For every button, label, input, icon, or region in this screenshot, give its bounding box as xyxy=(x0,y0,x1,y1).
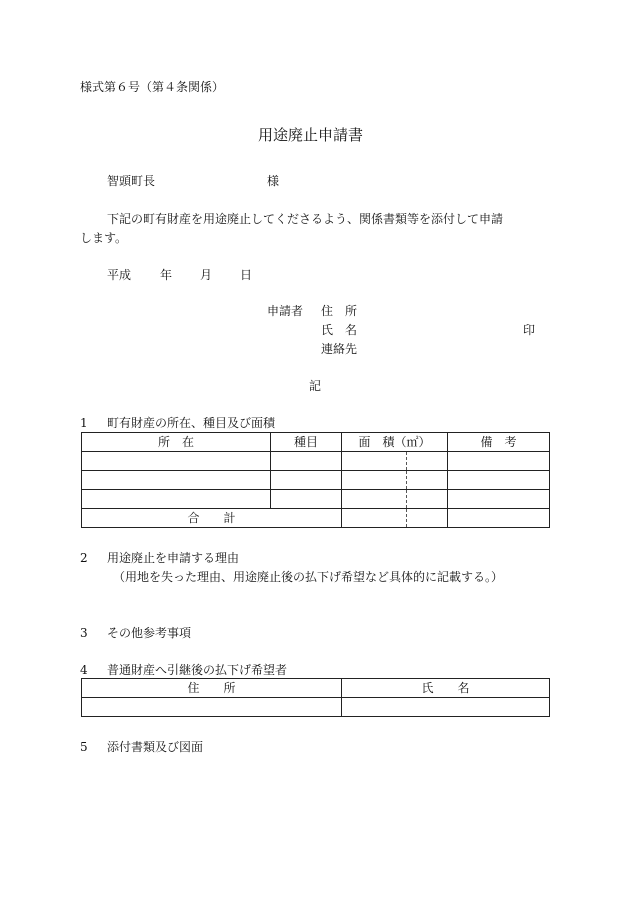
remarks-cell[interactable] xyxy=(448,452,550,471)
section5-number: 5 xyxy=(80,740,88,754)
section3-heading: その他参考事項 xyxy=(107,626,192,640)
section5-heading: 添付書類及び図面 xyxy=(107,740,204,754)
intro-line-2: します。 xyxy=(80,231,128,245)
property-table-header xyxy=(82,433,550,452)
area-decimal-cell[interactable] xyxy=(407,471,448,490)
purchaser-table-header xyxy=(82,679,550,698)
remarks-cell[interactable] xyxy=(448,490,550,509)
date-year-label: 年 xyxy=(160,268,173,282)
table-row xyxy=(82,452,550,471)
area-decimal-cell[interactable] xyxy=(407,452,448,471)
total-area-integer-cell[interactable] xyxy=(342,509,407,528)
table-total-row xyxy=(82,509,550,528)
header-location: 所 在 xyxy=(82,433,271,452)
applicant-contact-label: 連絡先 xyxy=(321,342,358,356)
applicant-label: 申請者 xyxy=(267,304,304,318)
addressee-name: 智頭町長 xyxy=(107,174,156,188)
property-table xyxy=(81,432,550,528)
header-purchaser-address: 住 所 xyxy=(82,679,342,698)
purchaser-name-cell[interactable] xyxy=(342,698,550,717)
section4-number: 4 xyxy=(80,663,88,677)
addressee-honorific: 様 xyxy=(267,174,280,188)
area-integer-cell[interactable] xyxy=(342,471,407,490)
total-label: 合 計 xyxy=(82,509,342,528)
ki-heading: 記 xyxy=(309,379,322,393)
remarks-cell[interactable] xyxy=(448,471,550,490)
section2-heading: 用途廃止を申請する理由 xyxy=(107,551,240,565)
location-cell[interactable] xyxy=(82,471,271,490)
section2-number: 2 xyxy=(80,551,88,565)
area-integer-cell[interactable] xyxy=(342,452,407,471)
section2-note: （用地を失った理由、用途廃止後の払下げ希望など具体的に記載する。） xyxy=(113,570,504,584)
location-cell[interactable] xyxy=(82,490,271,509)
area-integer-cell[interactable] xyxy=(342,490,407,509)
date-era: 平成 xyxy=(107,268,132,282)
location-cell[interactable] xyxy=(82,452,271,471)
category-cell[interactable] xyxy=(271,471,342,490)
category-cell[interactable] xyxy=(271,452,342,471)
header-area: 面 積（㎡） xyxy=(342,433,448,452)
section4-heading: 普通財産へ引継後の払下げ希望者 xyxy=(107,663,288,677)
intro-line-1: 下記の町有財産を用途廃止してくださるよう、関係書類等を添付して申請 xyxy=(107,212,504,226)
header-purchaser-name: 氏 名 xyxy=(342,679,550,698)
purchaser-address-cell[interactable] xyxy=(82,698,342,717)
table-row xyxy=(82,698,550,717)
section3-number: 3 xyxy=(80,626,88,640)
seal-mark: 印 xyxy=(523,323,536,337)
purchaser-table xyxy=(81,678,550,717)
applicant-name-label: 氏 名 xyxy=(321,323,358,337)
document-title: 用途廃止申請書 xyxy=(258,126,364,144)
section1-heading: 町有財産の所在、種目及び面積 xyxy=(107,416,276,430)
category-cell[interactable] xyxy=(271,490,342,509)
table-row xyxy=(82,490,550,509)
total-area-decimal-cell[interactable] xyxy=(407,509,448,528)
applicant-address-label: 住 所 xyxy=(321,304,358,318)
header-remarks: 備 考 xyxy=(448,433,550,452)
section1-number: 1 xyxy=(80,416,88,430)
area-decimal-cell[interactable] xyxy=(407,490,448,509)
date-day-label: 日 xyxy=(240,268,253,282)
date-month-label: 月 xyxy=(200,268,213,282)
form-number: 様式第６号（第４条関係） xyxy=(80,80,225,94)
header-category: 種目 xyxy=(271,433,342,452)
total-remarks-cell[interactable] xyxy=(448,509,550,528)
table-row xyxy=(82,471,550,490)
